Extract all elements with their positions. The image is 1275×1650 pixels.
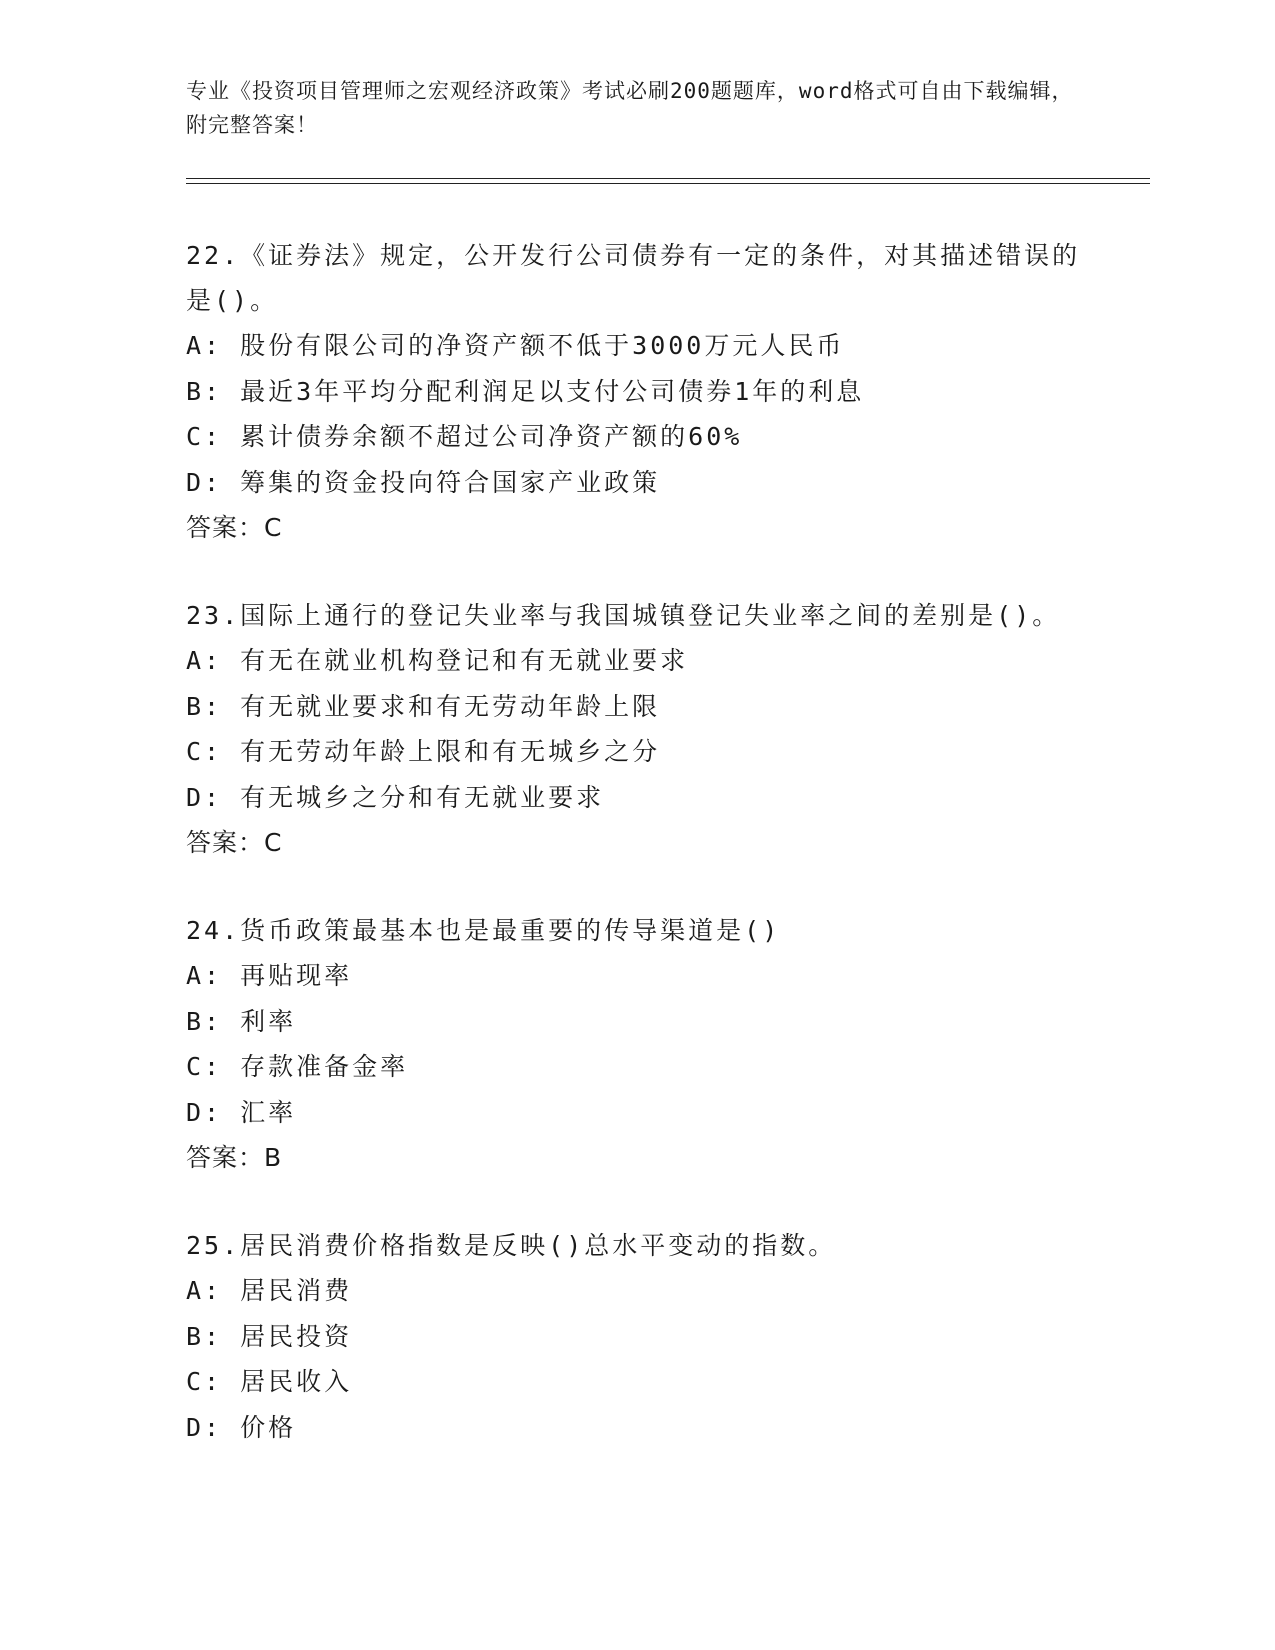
option-b: B: 利率: [186, 1006, 297, 1036]
answer-line: 答案：C: [186, 828, 283, 857]
option-c: C: 累计债券余额不超过公司净资产额的60%: [186, 422, 743, 451]
option-a: A: 居民消费: [186, 1276, 353, 1305]
question-stem: 25.居民消费价格指数是反映()总水平变动的指数。: [186, 1231, 837, 1260]
question-stem: 23.国际上通行的登记失业率与我国城镇登记失业率之间的差别是()。: [186, 601, 1061, 630]
document-intro: 专业《投资项目管理师之宏观经济政策》考试必刷200题题库，word格式可自由下载编辑，附完整答案！: [186, 79, 1074, 137]
option-b: B: 居民投资: [186, 1321, 353, 1351]
option-d: D: 汇率: [186, 1097, 297, 1127]
question-item: [186, 233, 1086, 551]
option-a: A: 股份有限公司的净资产额不低于3000万元人民币: [186, 331, 845, 360]
header-divider-line: [186, 183, 1150, 184]
option-d: D: 有无城乡之分和有无就业要求: [186, 782, 605, 812]
question-item: [186, 1223, 1086, 1450]
option-a: A: 再贴现率: [186, 961, 353, 990]
question-list: [186, 233, 1086, 1492]
question-stem: 22.《证券法》规定，公开发行公司债券有一定的条件，对其描述错误的是()。: [186, 241, 1081, 315]
option-c: C: 存款准备金率: [186, 1052, 409, 1081]
question-item: [186, 593, 1086, 866]
answer-line: 答案：C: [186, 513, 283, 542]
option-c: C: 居民收入: [186, 1367, 353, 1396]
option-b: B: 最近3年平均分配利润足以支付公司债券1年的利息: [186, 376, 865, 406]
question-item: [186, 908, 1086, 1181]
option-a: A: 有无在就业机构登记和有无就业要求: [186, 646, 689, 675]
option-d: D: 筹集的资金投向符合国家产业政策: [186, 467, 661, 497]
option-d: D: 价格: [186, 1412, 297, 1442]
option-c: C: 有无劳动年龄上限和有无城乡之分: [186, 737, 661, 766]
option-b: B: 有无就业要求和有无劳动年龄上限: [186, 691, 661, 721]
answer-line: 答案：B: [186, 1143, 283, 1172]
header-divider-line: [186, 178, 1150, 179]
question-stem: 24.货币政策最基本也是最重要的传导渠道是(): [186, 916, 781, 945]
